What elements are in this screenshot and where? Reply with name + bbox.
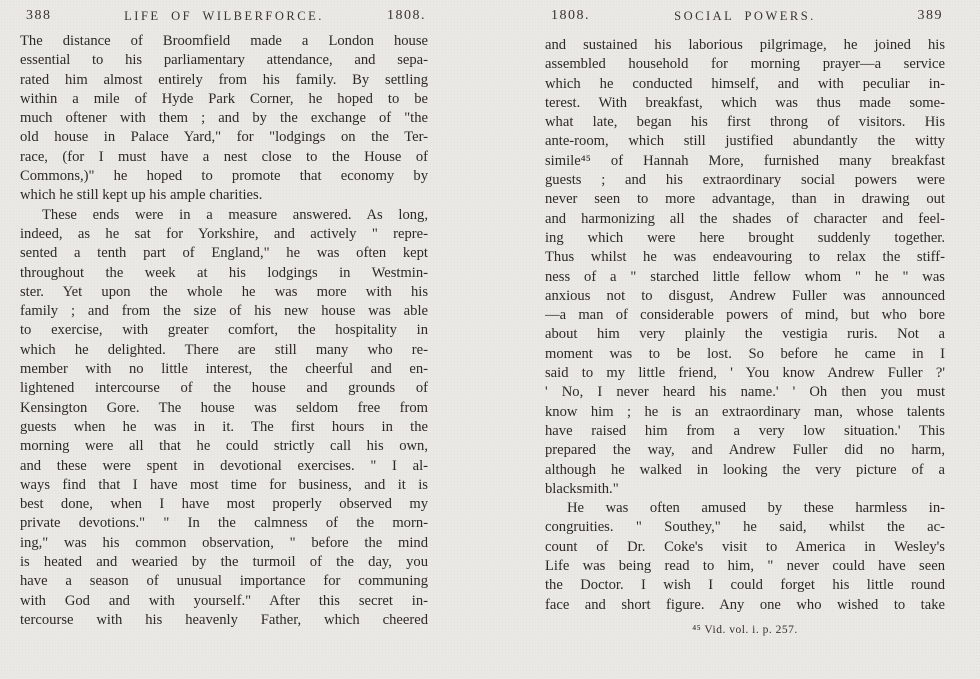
text-line: simile⁴⁵ of Hannah More, furnished many breakfast [545, 152, 945, 169]
text-line: indeed, as he sat for Yorkshire, and actively " repre- [20, 225, 428, 242]
text-line: tercourse with his heavenly Father, which cheered [20, 611, 428, 628]
left-page-body [20, 32, 428, 630]
text-line: ing which were here brought suddenly together. [545, 229, 945, 246]
right-running-title: SOCIAL POWERS. [674, 9, 816, 23]
text-line: prepared the way, and Andrew Fuller did no harm, [545, 442, 945, 459]
text-line: family ; and from the size of his new house was able [20, 303, 428, 320]
footnote: ⁴⁵ Vid. vol. i. p. 257. [692, 623, 798, 636]
text-line: which he delighted. There are still many who re- [20, 341, 428, 358]
text-line: to exercise, with greater comfort, the hospitality in [20, 322, 428, 339]
text-line: sented a tenth part of England," he was often kept [20, 245, 428, 262]
text-line: ster. Yet upon the whole he was more with his [20, 283, 428, 300]
right-year-label: 1808. [551, 8, 590, 23]
text-line: The distance of Broomfield made a London house [20, 33, 428, 49]
paragraph [545, 499, 945, 615]
text-line: best done, when I have most properly observed my [20, 496, 428, 513]
text-line: essential to his parliamentary attendance, and sepa- [20, 52, 428, 69]
text-line: race, (for I must have a nest close to the House of [20, 148, 428, 165]
paragraph [20, 32, 428, 206]
left-page-number: 388 [26, 8, 52, 23]
left-running-title: LIFE OF WILBERFORCE. [124, 9, 324, 23]
text-line: much oftener with them ; and by the exchange of "the [20, 110, 428, 127]
text-line: the Doctor. I wish I could forget his little round [545, 577, 945, 594]
text-line: terest. With breakfast, which was thus made some- [545, 94, 945, 111]
right-page-number: 389 [917, 8, 943, 23]
text-line: and harmonizing all the shades of character and feel- [545, 210, 945, 227]
text-line: said to my little friend, ' You know Andrew Fuller ?' [545, 365, 945, 382]
text-line: Thus whilst he was endeavouring to relax the stiff- [545, 249, 945, 266]
text-line: —a man of considerable powers of mind, but who bore [545, 307, 945, 324]
text-line: assembled household for morning prayer—a service [545, 56, 945, 73]
text-line: although he walked in looking the very picture of a [545, 461, 945, 478]
right-running-head [545, 8, 945, 28]
text-line: guests ; and his extraordinary social powers were [545, 172, 945, 189]
text-line: count of Dr. Coke's visit to America in Wesley's [545, 538, 945, 555]
text-line: morning were all that he could strictly call his own, [20, 438, 428, 455]
text-line: never seen to more advantage, than in drawing out [545, 191, 945, 208]
text-line: ness of a " starched little fellow whom " he " was [545, 268, 945, 285]
text-line: and sustained his laborious pilgrimage, he joined his [545, 37, 945, 53]
text-line: is heated and wearied by the turmoil of the day, you [20, 554, 428, 571]
text-line: member with no little interest, the cheerful and en- [20, 361, 428, 378]
text-line: blacksmith." [545, 480, 619, 497]
text-line: and these were spent in devotional exercises. " I al- [20, 457, 428, 474]
text-line: have raised him from a very low situation.' This [545, 422, 945, 439]
text-line: moment was to be lost. So before he came in I [545, 345, 945, 362]
text-line: ante-room, which still justified abundantly the witty [545, 133, 945, 150]
text-line: have a season of unusual importance for communing [20, 573, 428, 590]
text-line: ' No, I never heard his name.' ' Oh then you must [545, 384, 945, 401]
right-page-text-block [545, 8, 945, 636]
text-line: what late, began his first throng of visitors. His [545, 114, 945, 131]
text-line: guests when he was in it. The first hours in the [20, 418, 428, 435]
text-line: ing," was his common observation, " before the mind [20, 534, 428, 551]
text-line: Life was being read to him, " never could have seen [545, 558, 945, 575]
paragraph [545, 36, 945, 499]
text-line: which he still kept up his ample charities. [20, 187, 263, 204]
text-line: rated him almost entirely from his family. By settling [20, 71, 428, 88]
text-line: anxious not to disgust, Andrew Fuller was announced [545, 287, 945, 304]
left-year-label: 1808. [387, 8, 426, 23]
text-line: know him ; he is an extraordinary man, whose talents [545, 403, 945, 420]
text-line: These ends were in a measure answered. As long, [42, 206, 428, 223]
paragraph [20, 206, 428, 631]
text-line: He was often amused by these harmless in- [567, 500, 945, 517]
right-page-body [545, 32, 945, 615]
left-running-head [20, 8, 428, 28]
text-line: within a mile of Hyde Park Corner, he hoped to be [20, 90, 428, 107]
right-page [490, 0, 980, 679]
text-line: ways find that I have most time for business, and it is [20, 476, 428, 493]
text-line: about him very plainly the vestigia ruris. Not a [545, 326, 945, 343]
text-line: lightened intercourse of the house and grounds of [20, 380, 428, 397]
text-line: face and short figure. Any one who wished to take [545, 596, 945, 613]
text-line: which he conducted himself, and with peculiar in- [545, 75, 945, 92]
text-line: private devotions." " In the calmness of the morn- [20, 515, 428, 532]
text-line: old house in Palace Yard," for "lodgings on the Ter- [20, 129, 428, 146]
text-line: throughout the week at his lodgings in Westmin- [20, 264, 428, 281]
text-line: with God and with yourself." After this secret in- [20, 592, 428, 609]
left-page-text-block [20, 8, 428, 630]
text-line: Kensington Gore. The house was seldom free from [20, 399, 428, 416]
text-line: congruities. " Southey," he said, whilst the ac- [545, 519, 945, 536]
text-line: Commons,)" he hoped to promote that economy by [20, 168, 428, 185]
